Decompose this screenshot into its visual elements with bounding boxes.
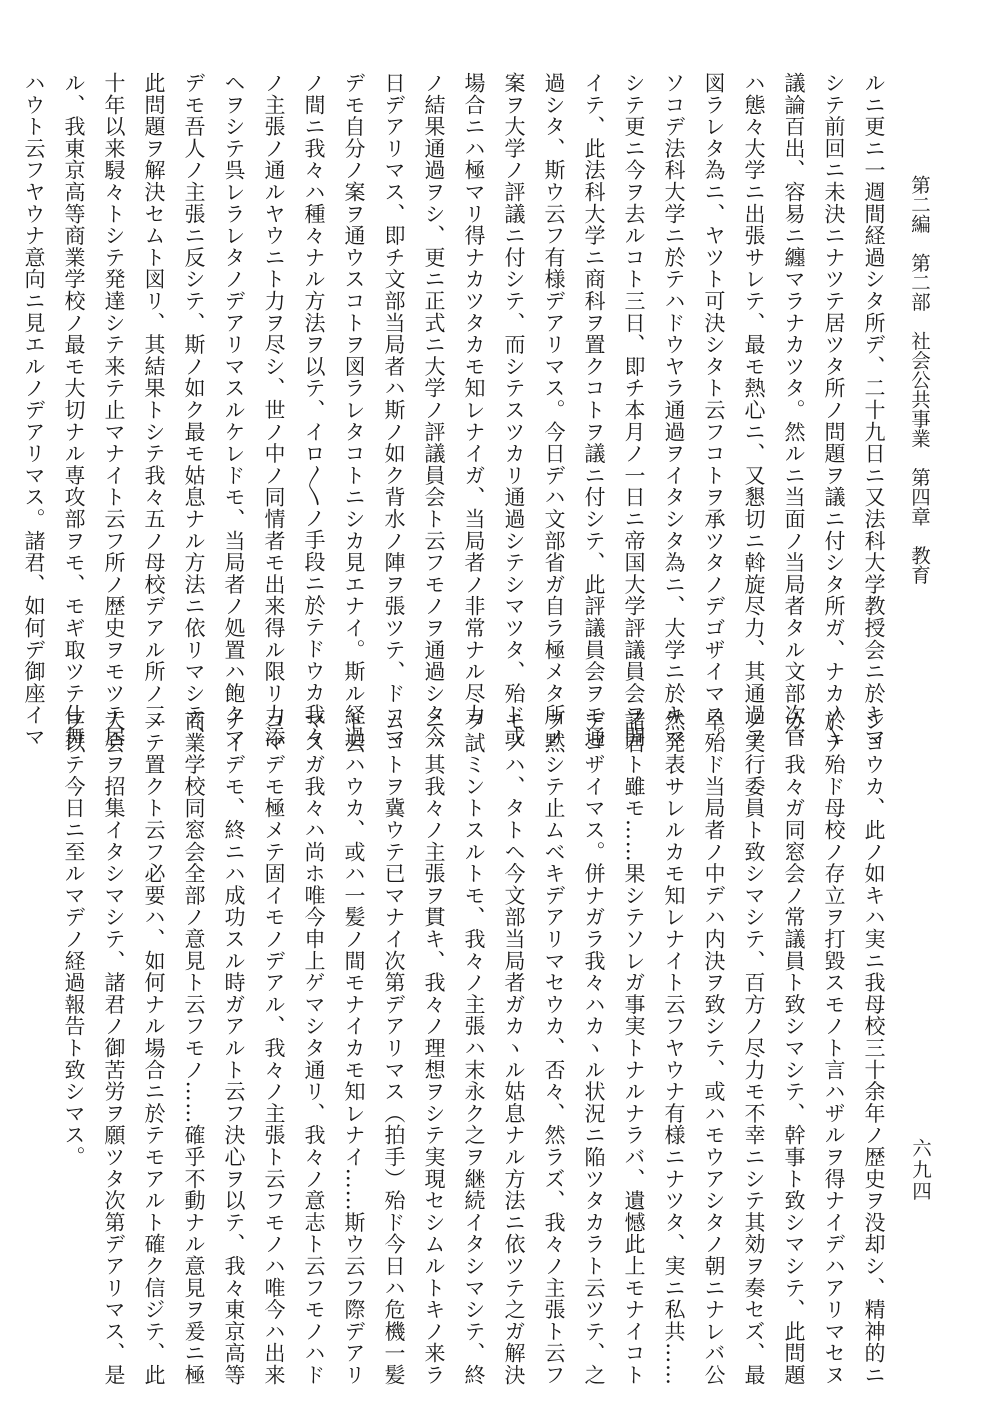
text-line: 日デアリマス、即チ文部当局者ハ斯ノ如ク背水ノ陣ヲ張ツテ、ドコマ <box>382 72 406 748</box>
text-line: デモ自分ノ案ヲ通ウスコトヲ図ラレタコトニシカ見エナイ。斯ル経過 <box>342 72 366 748</box>
lower-text-block <box>62 710 894 1386</box>
text-line: 然発表サレルカモ知レナイト云フヤウナ有様ニナツタ、実ニ私共…… <box>662 710 686 1386</box>
text-line: ル、我東京高等商業学校ノ最モ大切ナル専攻部ヲモ、モギ取ツテ仕舞 <box>62 72 86 748</box>
text-line: ノ結果通過ヲシ、更ニ正式ニ大学ノ評議員会ト云フモノヲ通過シタ今 <box>422 72 446 748</box>
text-line: ナイデモ、終ニハ成功スル時ガアルト云フ決心ヲ以テ、我々東京高等 <box>222 710 246 1386</box>
text-line: 商業学校同窓会全部ノ意見ト云フモノ……確乎不動ナル意見ヲ爰ニ極 <box>182 710 206 1386</box>
text-line: モノハ、タトヘ今文部当局者ガカヽル姑息ナル方法ニ依ツテ之ガ解決 <box>502 710 526 1386</box>
text-line: 場合ニハ極マリ得ナカツタカモ知レナイガ、当局者ノ非常ナル尽力 <box>462 72 486 726</box>
text-line: 過シタ、斯ウ云フ有様デアリマス。今日デハ文部省ガ自ラ極メタ所ノ <box>542 72 566 748</box>
text-line: マスガ我々ハ尚ホ唯今申上ゲマシタ通リ、我々ノ意志ト云フモノハド <box>302 710 326 1386</box>
text-line: ハ態々大学ニ出張サレテ、最モ熱心ニ、又懇切ニ斡旋尽力、其通過ヲ <box>742 72 766 748</box>
text-line: 大会ヲ招集イタシマシテ、諸君ノ御苦労ヲ願ツタ次第デアリマス、是 <box>102 710 126 1386</box>
upper-text-block <box>22 72 894 748</box>
text-line: 於テ殆ド母校ノ存立ヲ打毀スモノト言ハザルヲ得ナイデハアリマセヌ <box>822 710 846 1386</box>
text-line: メテ置クト云フ必要ハ、如何ナル場合ニ於テモアルト確ク信ジテ、此 <box>142 710 166 1386</box>
text-line: ノ間ニ我々ハ種々ナル方法ヲ以テ、イロ〳〵ノ手段ニ於テドウカ我々 <box>302 72 326 747</box>
text-line: ヘヲシテ呉レラレタノデアリマスルケレドモ、当局者ノ処置ハ飽クマ <box>222 72 246 748</box>
text-line: 案ヲ大学ノ評議ニ付シテ、而シテスツカリ通過シテシマツタ、殆ド或 <box>502 72 526 748</box>
text-line: コマデモ極メテ固イモノデアル、我々ノ主張ト云フモノハ唯今ハ出来 <box>262 710 286 1386</box>
text-line: 議論百出、容易ニ纏マラナカツタ。然ルニ当面ノ当局者タル文部次官 <box>782 72 806 748</box>
page-number: 六九四 <box>909 1138 932 1203</box>
text-line: 早殆ド当局者ノ中デハ内決ヲ致シテ、或ハモウアシタノ朝ニナレバ公 <box>702 710 726 1386</box>
running-title: 第二編 第二部 社会公共事業 第四章 教育 <box>908 175 931 585</box>
text-line: イテ、此法科大学ニ商科ヲ置クコトヲ議ニ付シテ、此評議員会ヲモ通 <box>582 72 606 748</box>
text-line: ハウト云フヤウナ意向ニ見エルノデアリマス。諸君、如何デ御座イマ <box>22 72 46 748</box>
text-line: 図ラレタ為ニ、ヤツト可決シタト云フコトヲ承ツタノデゴザイマス。 <box>702 72 726 748</box>
text-line: ヲ試ミントスルトモ、我々ノ主張ハ末永ク之ヲ継続イタシマシテ、終 <box>462 710 486 1386</box>
text-line: ムコトヲ冀ウテ已マナイ次第デアリマス（拍手）殆ド今日ハ危機一髪 <box>382 710 406 1386</box>
text-line: ニハ其我々ノ主張ヲ貫キ、我々ノ理想ヲシテ実現セシムルトキノ来ラ <box>422 710 446 1386</box>
text-line: デゴザイマス。併ナガラ我々ハカヽル状況ニ陥ツタカラト云ツテ、之 <box>582 710 606 1386</box>
text-line: シテ前回ニ未決ニナツテ居ツタ所ノ問題ヲ議ニ付シタ所ガ、ナカ〳〵 <box>822 72 846 747</box>
text-line: カ、我々ガ同窓会ノ常議員ト致シマシテ、幹事ト致シマシテ、此問題 <box>782 710 806 1386</box>
text-line: ト云ハウカ、或ハ一髪ノ間モナイカモ知レナイ……斯ウ云フ際デアリ <box>342 710 366 1386</box>
text-line: シテ更ニ今ヲ去ルコト三日、即チ本月ノ一日ニ帝国大学評議員会ヲ開 <box>622 72 646 748</box>
text-line: ノ実行委員ト致シマシテ、百方ノ尽力モ不幸ニシテ其効ヲ奏セズ、最 <box>742 710 766 1386</box>
text-line: ヲ以テ今日ニ至ルマデノ経過報告ト致シマス。 <box>62 710 86 1168</box>
text-line: 此問題ヲ解決セムト図リ、其結果トシテ我々五ノ母校デアル所ノ三 <box>142 72 166 726</box>
text-line: 十年以来駸々トシテ発達シテ来テ止マナイト云フ所ノ歴史ヲモツテ居 <box>102 72 126 748</box>
text-line: シヨウカ、此ノ如キハ実ニ我母校三十余年ノ歴史ヲ没却シ、精神的ニ <box>862 710 886 1386</box>
text-line: ヲ黙シテ止ムベキデアリマセウカ、否々、然ラズ、我々ノ主張ト云フ <box>542 710 566 1386</box>
text-line: ノ主張ノ通ルヤウニト力ヲ尽シ、世ノ中ノ同情者モ出来得ル限リ力添 <box>262 72 286 748</box>
text-line: デモ吾人ノ主張ニ反シテ、斯ノ如ク最モ姑息ナル方法ニ依リマシテ、 <box>182 72 206 748</box>
text-line: ソコデ法科大学ニ於テハドウヤラ通過ヲイタシタ為ニ、大学ニ於キマ <box>662 72 686 748</box>
text-line: ルニ更ニ一週間経過シタ所デ、二十九日ニ又法科大学教授会ニ於キマ <box>862 72 886 748</box>
text-line: 諸君ト雖モ……果シテソレガ事実トナルナラバ、遺憾此上モナイコト <box>622 710 646 1386</box>
